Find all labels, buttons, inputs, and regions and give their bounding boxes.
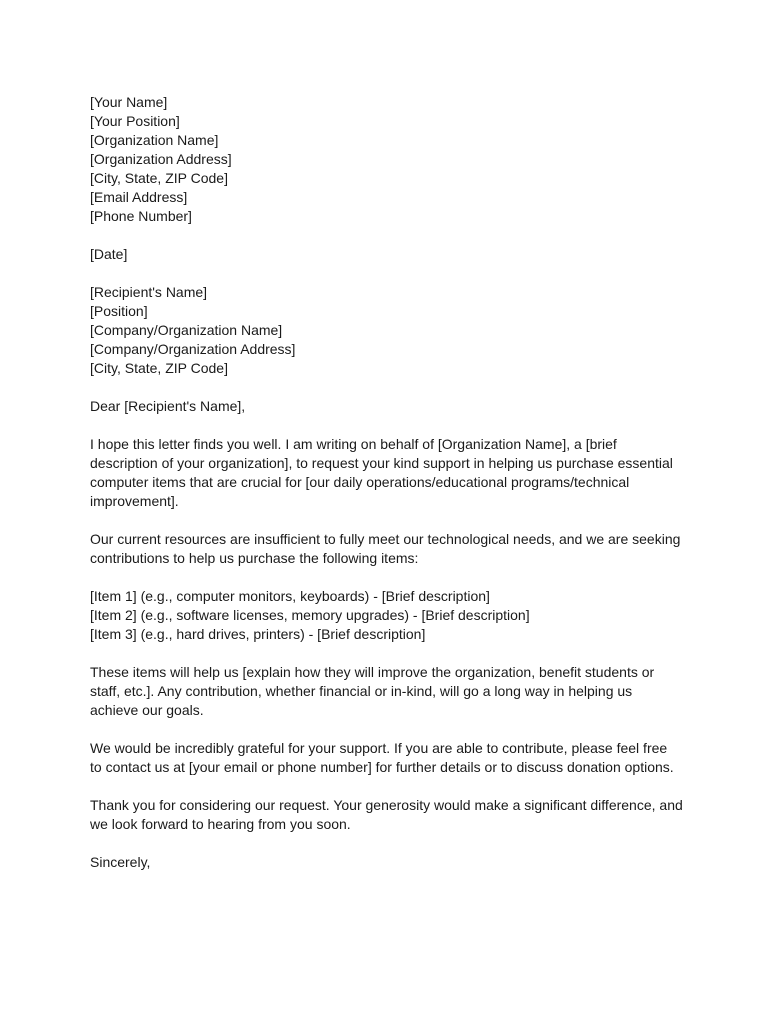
thanks-line: Thank you for considering our request. Your generosity would make a significant difference, and bbox=[90, 797, 683, 813]
impact-paragraph bbox=[90, 663, 690, 720]
sender-name: [Your Name] bbox=[90, 94, 168, 110]
closing: Sincerely, bbox=[90, 854, 151, 870]
sender-position: [Your Position] bbox=[90, 113, 180, 129]
thanks-line: we look forward to hearing from you soon. bbox=[90, 816, 351, 832]
intro-line: improvement]. bbox=[90, 493, 179, 509]
sender-city-state-zip: [City, State, ZIP Code] bbox=[90, 170, 228, 186]
sender-organization: [Organization Name] bbox=[90, 132, 219, 148]
recipient-organization: [Company/Organization Name] bbox=[90, 322, 283, 338]
letter-date: [Date] bbox=[90, 246, 128, 262]
intro-line: I hope this letter finds you well. I am writing on behalf of [Organization Name], a [brief bbox=[90, 436, 617, 452]
items-list bbox=[90, 587, 690, 644]
sender-address: [Organization Address] bbox=[90, 151, 232, 167]
impact-line: achieve our goals. bbox=[90, 702, 204, 718]
intro-line: computer items that are crucial for [our daily operations/educational programs/technical bbox=[90, 474, 630, 490]
letter-body bbox=[90, 93, 690, 891]
recipient-block bbox=[90, 283, 690, 378]
thanks-paragraph bbox=[90, 796, 690, 834]
intro-paragraph bbox=[90, 435, 690, 511]
recipient-position: [Position] bbox=[90, 303, 148, 319]
contact-paragraph bbox=[90, 739, 690, 777]
recipient-city-state-zip: [City, State, ZIP Code] bbox=[90, 360, 228, 376]
list-item: [Item 3] (e.g., hard drives, printers) - [Brief description] bbox=[90, 626, 426, 642]
recipient-address: [Company/Organization Address] bbox=[90, 341, 296, 357]
salutation: Dear [Recipient's Name], bbox=[90, 398, 246, 414]
sender-email: [Email Address] bbox=[90, 189, 188, 205]
salutation-block bbox=[90, 397, 690, 416]
impact-line: staff, etc.]. Any contribution, whether financial or in-kind, will go a long way in helping us bbox=[90, 683, 633, 699]
closing-block bbox=[90, 853, 690, 872]
sender-block bbox=[90, 93, 690, 226]
list-item: [Item 1] (e.g., computer monitors, keyboards) - [Brief description] bbox=[90, 588, 490, 604]
sender-phone: [Phone Number] bbox=[90, 208, 192, 224]
contact-line: to contact us at [your email or phone number] for further details or to discuss donation options. bbox=[90, 759, 674, 775]
intro-line: description of your organization], to request your kind support in helping us purchase essential bbox=[90, 455, 673, 471]
date-block bbox=[90, 245, 690, 264]
needs-paragraph bbox=[90, 530, 690, 568]
list-item: [Item 2] (e.g., software licenses, memory upgrades) - [Brief description] bbox=[90, 607, 530, 623]
contact-line: We would be incredibly grateful for your support. If you are able to contribute, please feel free bbox=[90, 740, 668, 756]
needs-line: Our current resources are insufficient to fully meet our technological needs, and we are seeking bbox=[90, 531, 681, 547]
impact-line: These items will help us [explain how they will improve the organization, benefit students or bbox=[90, 664, 655, 680]
needs-line: contributions to help us purchase the following items: bbox=[90, 550, 419, 566]
recipient-name: [Recipient's Name] bbox=[90, 284, 208, 300]
